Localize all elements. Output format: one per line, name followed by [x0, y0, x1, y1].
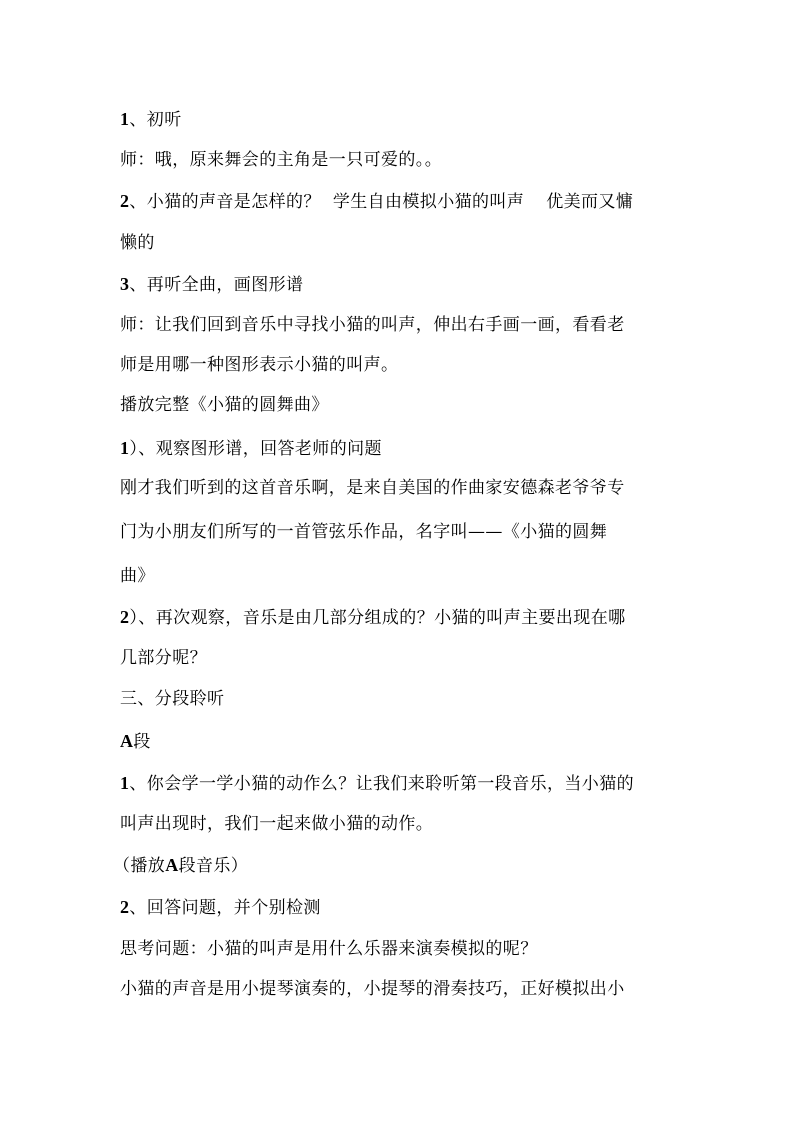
paragraph-line — [120, 566, 690, 586]
line-text: ）、再次观察，音乐是由几部分组成的？小猫的叫声主要出现在哪 — [129, 608, 626, 628]
line-text: 小猫的声音是用小提琴演奏的，小提琴的滑奏技巧，正好模拟出小 — [120, 979, 625, 999]
paragraph-line — [120, 522, 690, 542]
line-text: 播放完整《小猫的圆舞曲》 — [120, 395, 329, 415]
line-text: 师：哦，原来舞会的主角是一只可爱的。。 — [120, 150, 443, 170]
item-number: A — [120, 731, 134, 751]
item-number: 1 — [120, 773, 130, 793]
line-text: 、回答问题，并个别检测 — [129, 898, 321, 918]
paragraph-line — [120, 395, 690, 415]
line-text: （播放 — [113, 856, 166, 876]
line-text: 师是用哪一种图形表示小猫的叫声。 — [120, 355, 399, 375]
paragraph-line — [120, 478, 690, 498]
line-text: 、小猫的声音是怎样的？ — [129, 192, 321, 212]
item-number: 3 — [120, 274, 130, 294]
paragraph-line — [120, 438, 690, 459]
line-text: 曲》 — [120, 566, 155, 586]
line-text: 刚才我们听到的这首音乐啊，是来自美国的作曲家安德森老爷爷专 — [120, 478, 625, 498]
paragraph-line — [120, 648, 690, 668]
line-text: 优美而又慵 — [546, 192, 634, 212]
item-number: 2 — [120, 897, 130, 917]
paragraph-line — [120, 274, 690, 295]
paragraph-line — [120, 773, 690, 794]
line-text: 门为小朋友们所写的一首管弦乐作品，名字叫——《小猫的圆舞 — [120, 522, 608, 542]
paragraph-line — [120, 897, 690, 918]
line-text: 、再听全曲，画图形谱 — [129, 275, 304, 295]
paragraph-line — [120, 939, 690, 959]
section-subheading — [120, 731, 690, 752]
paragraph-line — [120, 233, 690, 253]
line-text: 师：让我们回到音乐中寻找小猫的叫声，伸出右手画一画，看看老 — [120, 315, 625, 335]
line-text: 学生自由模拟小猫的叫声 — [332, 192, 525, 212]
line-text: 几部分呢？ — [120, 648, 207, 668]
line-text: 段 — [133, 732, 151, 752]
paragraph-line — [120, 355, 690, 375]
line-text: 叫声出现时，我们一起来做小猫的动作。 — [120, 814, 434, 834]
paragraph-line — [120, 150, 690, 170]
line-text: 思考问题：小猫的叫声是用什么乐器来演奏模拟的呢？ — [120, 939, 538, 959]
paragraph-line — [120, 814, 690, 834]
heading-first-listen — [120, 109, 690, 130]
paragraph-line — [120, 607, 690, 628]
paragraph-line — [120, 979, 690, 999]
section-heading — [120, 689, 690, 709]
item-number: 2 — [120, 607, 130, 627]
paragraph-line — [113, 855, 683, 876]
line-text: 段音乐） — [178, 856, 249, 876]
line-text: 懒的 — [120, 233, 155, 253]
line-text: 三、分段聆听 — [120, 689, 225, 709]
paragraph-line — [120, 315, 690, 335]
paragraph-line — [120, 191, 690, 212]
item-number: 1 — [120, 438, 130, 458]
item-number: 1 — [120, 109, 130, 129]
line-text: 、你会学一学小猫的动作么？让我们来聆听第一段音乐，当小猫的 — [129, 774, 635, 794]
item-number: 2 — [120, 191, 130, 211]
item-number: A — [165, 855, 179, 875]
line-text: ）、观察图形谱，回答老师的问题 — [129, 439, 382, 459]
line-text: 、初听 — [129, 110, 182, 130]
